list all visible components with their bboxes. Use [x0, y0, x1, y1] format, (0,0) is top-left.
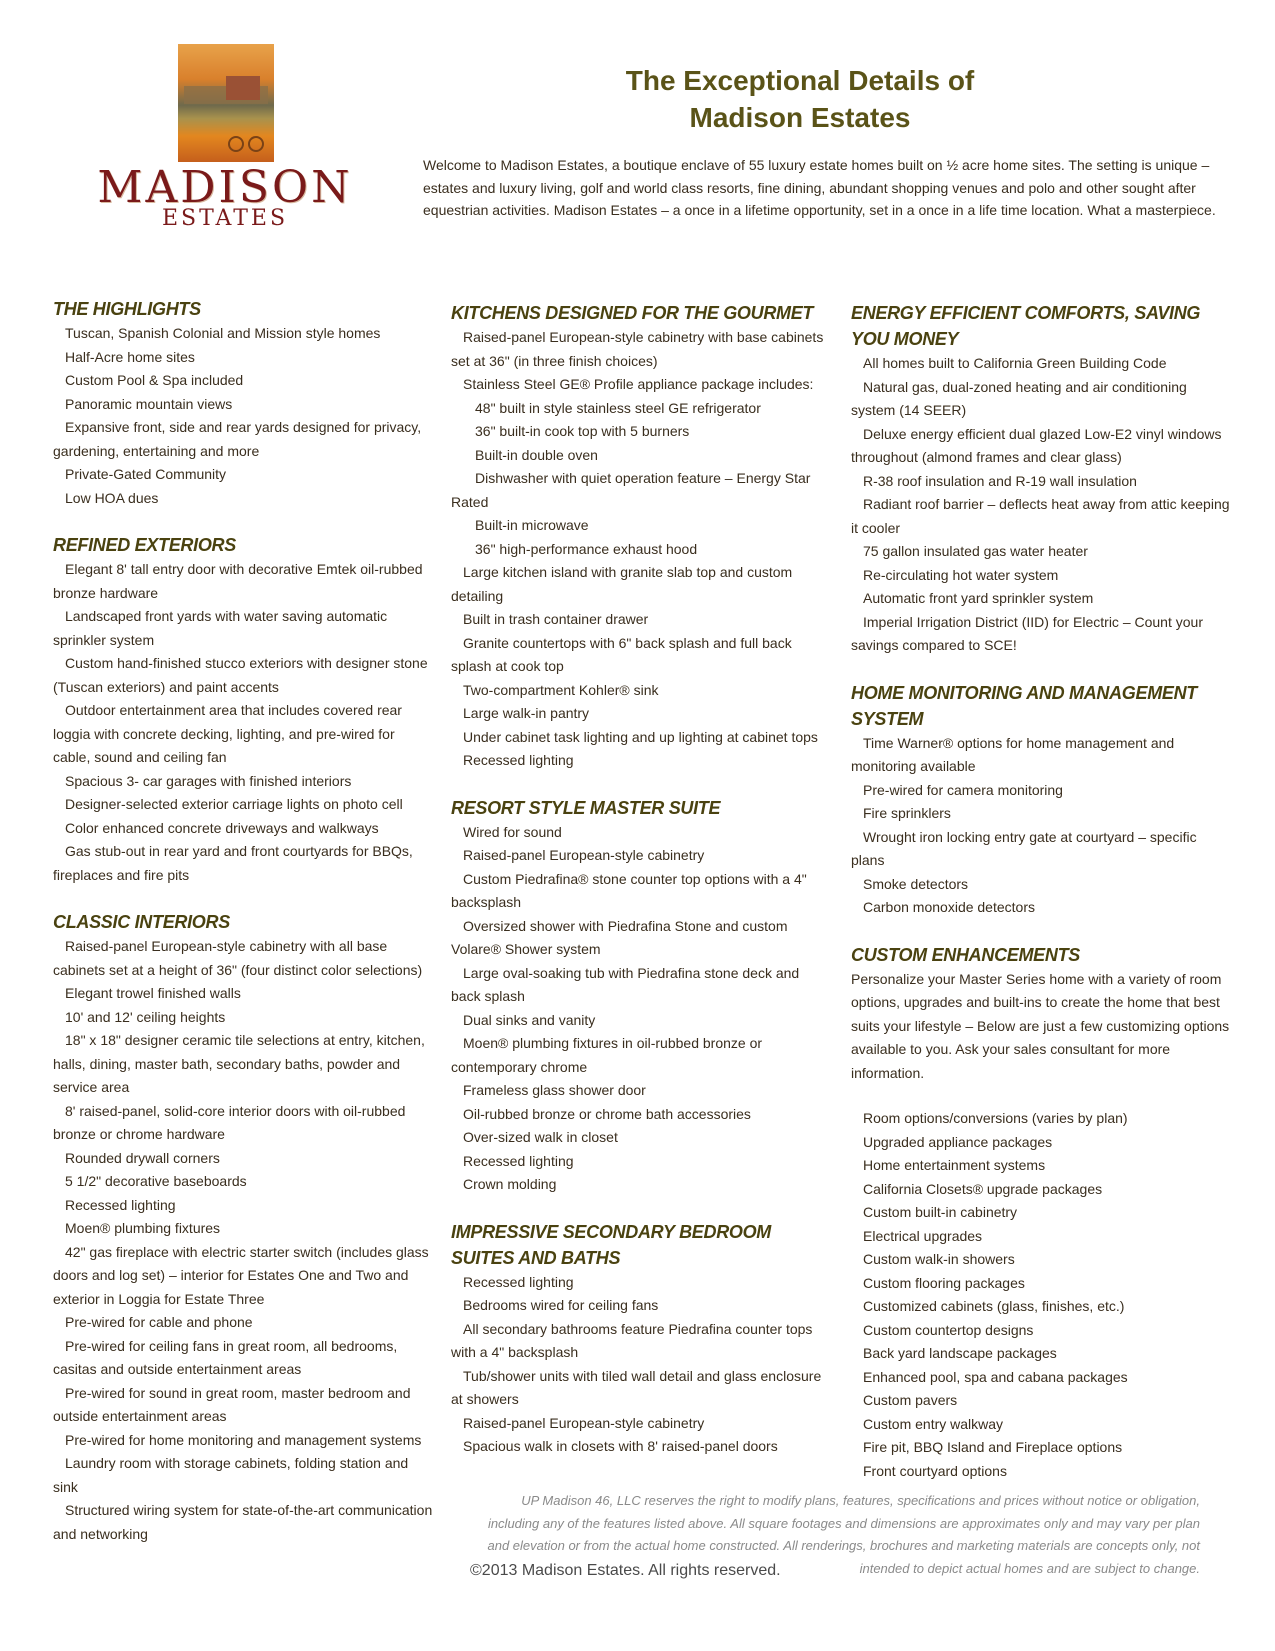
list-item: Custom Piedrafina® stone counter top options with a 4" backsplash: [451, 870, 807, 910]
list-item: Private-Gated Community: [65, 466, 227, 482]
list-item: Built-in double oven: [475, 446, 598, 463]
list-item: 75 gallon insulated gas water heater: [863, 543, 1088, 559]
list-item: Bedrooms wired for ceiling fans: [463, 1297, 659, 1313]
list-item: Pre-wired for ceiling fans in great room, all bedrooms, casitas and outside entertainment areas: [53, 1337, 398, 1377]
list-item: Over-sized walk in closet: [463, 1129, 618, 1145]
list-item: Moen® plumbing fixtures in oil-rubbed bronze or contemporary chrome: [451, 1035, 763, 1075]
section-title: RESORT STYLE MASTER SUITE: [451, 797, 721, 818]
list-item: All secondary bathrooms feature Piedrafina counter tops with a 4" backsplash: [451, 1320, 813, 1360]
list-item: Fire sprinklers: [863, 805, 951, 821]
list-item: Re-circulating hot water system: [863, 566, 1059, 583]
section-title: REFINED EXTERIORS: [53, 535, 236, 555]
section-refined-exteriors: [53, 532, 433, 887]
column-middle: [451, 300, 831, 1481]
list-item: 10' and 12' ceiling heights: [65, 1008, 226, 1025]
list-item: Large walk-in pantry: [463, 705, 590, 721]
list-item: R-38 roof insulation and R-19 wall insulation: [863, 472, 1137, 489]
list-item: Custom flooring packages: [863, 1274, 1025, 1291]
list-item: Pre-wired for sound in great room, master bedroom and outside entertainment areas: [53, 1384, 411, 1424]
list-item: Natural gas, dual-zoned heating and air conditioning system (14 SEER): [851, 378, 1187, 418]
list-item: Enhanced pool, spa and cabana packages: [863, 1368, 1128, 1385]
list-item: Frameless glass shower door: [463, 1082, 646, 1098]
madison-estates-logo: [90, 44, 360, 244]
custom-enhancements-intro: Personalize your Master Series home with a variety of room options, upgrades and built-ins to create the home that best suits your lifestyle – Below are just a few customizing options available to you. Ask your sales consultant for more information.: [851, 970, 1230, 1081]
section-impressive-secondary-bedroom-suites-and-baths: [451, 1219, 831, 1459]
list-item: Deluxe energy efficient dual glazed Low-E2 vinyl windows throughout (almond frames and clear glass): [851, 425, 1222, 465]
list-item: Two-compartment Kohler® sink: [463, 681, 659, 698]
list-item: California Closets® upgrade packages: [863, 1180, 1103, 1197]
list-item: 18" x 18" designer ceramic tile selections at entry, kitchen, halls, dining, master bath, secondary baths, powder and service area: [53, 1032, 425, 1095]
list-item: Fire pit, BBQ Island and Fireplace options: [863, 1439, 1123, 1455]
section-resort-style-master-suite: [451, 795, 831, 1197]
list-item: Recessed lighting: [463, 752, 574, 768]
list-item: Upgraded appliance packages: [863, 1133, 1053, 1150]
list-item: Spacious walk in closets with 8' raised-panel doors: [463, 1438, 778, 1454]
list-item: Structured wiring system for state-of-the-art communication and networking: [53, 1502, 433, 1542]
list-item: Custom pavers: [863, 1392, 958, 1408]
list-item: Dishwasher with quiet operation feature – Energy Star Rated: [451, 470, 811, 510]
list-item: Pre-wired for camera monitoring: [863, 781, 1063, 798]
list-item: Built in trash container drawer: [463, 611, 649, 627]
list-item: Built-in microwave: [475, 517, 589, 533]
logo-subtitle: ESTATES: [161, 206, 289, 231]
list-item: Oversized shower with Piedrafina Stone and custom Volare® Shower system: [451, 917, 788, 957]
list-item: Crown molding: [463, 1176, 557, 1192]
section-title: CLASSIC INTERIORS: [53, 912, 230, 932]
section-kitchens-designed-for-the-gourmet: [451, 300, 831, 773]
list-item: Rounded drywall corners: [65, 1149, 220, 1166]
list-item: Large oval-soaking tub with Piedrafina stone deck and back splash: [451, 964, 800, 1004]
list-item: Gas stub-out in rear yard and front courtyards for BBQs, fireplaces and fire pits: [53, 843, 413, 883]
column-right: [851, 300, 1231, 1505]
section-title: THE HIGHLIGHTS: [53, 299, 201, 319]
list-item: All homes built to California Green Building Code: [863, 355, 1167, 371]
list-item: Landscaped front yards with water saving automatic sprinkler system: [53, 608, 388, 648]
list-item: Wired for sound: [463, 823, 562, 840]
list-item: 42" gas fireplace with electric starter switch (includes glass doors and log set) – interior for Estates One and Two and exterior in Loggia for Estate Three: [53, 1243, 429, 1307]
list-item: Moen® plumbing fixtures: [65, 1220, 221, 1236]
list-item: Dual sinks and vanity: [463, 1011, 596, 1028]
list-item: Radiant roof barrier – deflects heat away from attic keeping it cooler: [851, 496, 1230, 536]
list-item: Carbon monoxide detectors: [863, 899, 1035, 915]
list-item: Smoke detectors: [863, 875, 969, 892]
list-item: Stainless Steel GE® Profile appliance package includes:: [463, 376, 814, 392]
list-item: Elegant 8' tall entry door with decorative Emtek oil-rubbed bronze hardware: [53, 561, 423, 601]
list-item: 36" high-performance exhaust hood: [475, 540, 698, 557]
section-classic-interiors: [53, 909, 433, 1546]
list-item: 8' raised-panel, solid-core interior doors with oil-rubbed bronze or chrome hardware: [53, 1102, 406, 1142]
page-title-line-1: The Exceptional Details of: [625, 65, 975, 96]
list-item: Raised-panel European-style cabinetry: [463, 1414, 705, 1431]
list-item: Low HOA dues: [65, 489, 159, 506]
list-item: Raised-panel European-style cabinetry with base cabinets set at 36" (in three finish choices): [451, 329, 824, 369]
logo-artwork: [178, 44, 274, 162]
list-item: Elegant trowel finished walls: [65, 985, 241, 1001]
list-item: Customized cabinets (glass, finishes, etc.): [863, 1298, 1125, 1314]
list-item: Designer-selected exterior carriage lights on photo cell: [65, 796, 403, 812]
list-item: 5 1/2" decorative baseboards: [65, 1173, 247, 1189]
list-item: Front courtyard options: [863, 1462, 1007, 1479]
list-item: Imperial Irrigation District (IID) for Electric – Count your savings compared to SCE!: [851, 613, 1203, 653]
section-the-highlights: [53, 296, 433, 510]
list-item: Tub/shower units with tiled wall detail and glass enclosure at showers: [451, 1367, 822, 1407]
legal-disclaimer: UP Madison 46, LLC reserves the right to modify plans, features, specifications and prices without notice or obligation, including any of the features listed above. All square footages and dimensions are approximates only and may vary per plan and elevation or from the actual home constructed. All renderings, brochures and marketing materials are concepts only, not intended to depict actual homes and are subject to change.: [487, 1493, 1200, 1576]
list-item: Laundry room with storage cabinets, folding station and sink: [53, 1455, 409, 1495]
list-item: Wrought iron locking entry gate at courtyard – specific plans: [851, 828, 1197, 868]
list-item: 48" built in style stainless steel GE refrigerator: [475, 399, 761, 416]
column-left: [53, 296, 433, 1568]
list-item: Raised-panel European-style cabinetry: [463, 847, 705, 863]
section-title: KITCHENS DESIGNED FOR THE GOURMET: [451, 303, 814, 323]
section-home-monitoring-and-management-system: [851, 680, 1231, 920]
section-title: IMPRESSIVE SECONDARY BEDROOM SUITES AND BATHS: [451, 1221, 771, 1268]
page-title-line-2: Madison Estates: [689, 102, 911, 133]
list-item: Automatic front yard sprinkler system: [863, 590, 1094, 606]
list-item: Spacious 3- car garages with finished interiors: [65, 772, 352, 789]
list-item: Recessed lighting: [463, 1273, 574, 1290]
list-item: Expansive front, side and rear yards designed for privacy, gardening, entertaining and more: [53, 419, 422, 459]
list-item: Color enhanced concrete driveways and walkways: [65, 819, 379, 836]
list-item: Pre-wired for home monitoring and management systems: [65, 1431, 422, 1448]
copyright-notice: ©2013 Madison Estates. All rights reserved.: [470, 1562, 781, 1579]
list-item: Large kitchen island with granite slab top and custom detailing: [451, 564, 793, 604]
list-item: Oil-rubbed bronze or chrome bath accessories: [463, 1105, 751, 1122]
list-item: Half-Acre home sites: [65, 348, 195, 365]
logo-wordmark: MADISON: [97, 162, 353, 213]
list-item: Raised-panel European-style cabinetry with all base cabinets set at a height of 36" (four distinct color selections): [53, 938, 423, 978]
list-item: Recessed lighting: [463, 1152, 574, 1169]
list-item: Custom countertop designs: [863, 1321, 1034, 1338]
list-item: Outdoor entertainment area that includes covered rear loggia with concrete decking, lighting, and pre-wired for cable, sound and ceiling fan: [53, 702, 402, 765]
section-title: ENERGY EFFICIENT COMFORTS, SAVING YOU MONEY: [851, 303, 1201, 349]
list-item: 36" built-in cook top with 5 burners: [475, 423, 690, 439]
section-energy-efficient-comforts-saving-you-money: [851, 300, 1231, 658]
list-item: Pre-wired for cable and phone: [65, 1314, 253, 1330]
list-item: Custom walk-in showers: [863, 1251, 1015, 1267]
list-item: Granite countertops with 6" back splash and full back splash at cook top: [451, 634, 792, 674]
list-item: Panoramic mountain views: [65, 395, 233, 412]
intro-paragraph: Welcome to Madison Estates, a boutique enclave of 55 luxury estate homes built on ½ acre home sites. The setting is unique – estates and luxury living, golf and world class resorts, fine dining, abundant shopping venues and polo and other sought after equestrian activities. Madison Estates – a once in a lifetime opportunity, set in a once in a life time location. What a masterpiece.: [423, 157, 1216, 218]
list-item: Under cabinet task lighting and up lighting at cabinet tops: [463, 728, 818, 745]
section-title: CUSTOM ENHANCEMENTS: [851, 944, 1080, 965]
section-custom-enhancements: [851, 942, 1231, 1484]
list-item: Time Warner® options for home management and monitoring available: [851, 734, 1175, 774]
list-item: Home entertainment systems: [863, 1157, 1046, 1173]
list-item: Room options/conversions (varies by plan): [863, 1110, 1128, 1126]
list-item: Custom entry walkway: [863, 1415, 1004, 1432]
list-item: Custom built-in cabinetry: [863, 1204, 1018, 1220]
page-title: [560, 62, 1040, 136]
list-item: Tuscan, Spanish Colonial and Mission style homes: [65, 325, 381, 341]
list-item: Custom hand-finished stucco exteriors with designer stone (Tuscan exteriors) and paint accents: [53, 655, 428, 695]
section-title: HOME MONITORING AND MANAGEMENT SYSTEM: [851, 682, 1197, 729]
list-item: Electrical upgrades: [863, 1227, 983, 1244]
list-item: Recessed lighting: [65, 1196, 176, 1213]
list-item: Custom Pool & Spa included: [65, 372, 244, 388]
list-item: Back yard landscape packages: [863, 1345, 1057, 1361]
